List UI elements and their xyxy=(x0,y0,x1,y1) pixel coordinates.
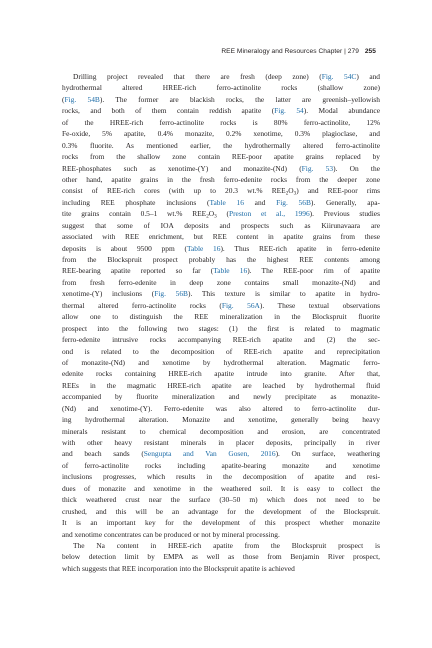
cross-reference-link[interactable]: Fig. 54C xyxy=(321,72,357,81)
cross-reference-link[interactable]: Table 16 xyxy=(209,197,244,207)
text-run: below detection limit by EMPA as well as those from Benjamin River prospect, xyxy=(62,552,380,562)
text-run: accompanied by fluorite mineralization and newly precipitate as monazite- xyxy=(62,392,380,402)
text-line xyxy=(62,403,380,414)
text-run: of the HREE-rich ferro-actinolite rocks is 80% ferro-actinolite, 12% xyxy=(62,117,380,127)
text-run: with other heavy resistant minerals in placer deposits, principally in river xyxy=(62,438,380,447)
text-run: tite grains contain 0.5–1 wt.% REE xyxy=(62,209,207,219)
text-run: from fresh ferro-edenite in deep zone contains small monazite-(Nd) and xyxy=(62,277,380,287)
text-run: rocks from the shallow zone contain REE-poor apatite grains replaced by xyxy=(62,152,380,162)
text-run: edenite rocks containing HREE-rich apatite intrude into granite. After that, xyxy=(62,369,380,379)
paragraph xyxy=(62,540,380,574)
text-line xyxy=(62,174,380,185)
text-run: ). Previous studies xyxy=(309,209,380,219)
text-run: thermal altered ferro-actinolite rocks ( xyxy=(62,300,222,310)
text-run: crushed, and this will be an advantage for the development of the Blockspruit. xyxy=(62,506,380,516)
text-line xyxy=(62,220,380,231)
text-line xyxy=(62,391,380,402)
text-line xyxy=(62,117,380,128)
subscript: 3 xyxy=(293,190,297,197)
text-run: minerals resistant to chemical decomposition and erosion, are concentrated xyxy=(62,426,380,436)
running-title: REE Mineralogy and Resources xyxy=(221,48,317,55)
text-line xyxy=(62,460,380,471)
text-run: which suggests that REE incorporation into the Blockspruit apatite is achieved xyxy=(62,563,295,573)
paragraph xyxy=(62,71,380,540)
subscript: 2 xyxy=(206,213,209,220)
text-run: ing hydrothermal alteration. Monazite and xenotime, generally being heavy xyxy=(62,415,380,425)
text-line xyxy=(62,414,380,425)
text-run: hydrothermal altered HREE-rich ferro-actinolite rocks (shallow zone) xyxy=(62,83,380,93)
text-line xyxy=(62,368,380,379)
text-line xyxy=(62,94,380,105)
text-line xyxy=(62,140,380,151)
chapter-label: Chapter | 279 xyxy=(318,48,359,55)
text-run: ). Modal abundance xyxy=(303,106,380,116)
text-line xyxy=(62,323,380,334)
text-line xyxy=(62,494,380,505)
text-line xyxy=(62,529,380,540)
cross-reference-link[interactable]: Fig. 56A xyxy=(221,300,260,310)
text-run: dues of monazite and xenotime in the weathered soil. It is easy to collect the xyxy=(62,483,380,493)
text-line xyxy=(62,300,380,311)
text-line xyxy=(62,311,380,322)
text-run: and beach sands ( xyxy=(62,449,144,459)
text-run: ( xyxy=(62,94,65,104)
text-run: ( xyxy=(216,209,229,219)
text-run: REE-bearing apatite reported so far ( xyxy=(62,266,214,276)
text-run: associated with REE enrichment, but REE content in apatite grains from these xyxy=(62,232,380,242)
text-run: ). The former are blackish rocks, the latter are greenish–yellowish xyxy=(99,94,380,104)
page-number: 255 xyxy=(364,48,376,55)
text-run: ). This texture is similar to apatite in hydro- xyxy=(188,289,381,299)
text-line xyxy=(62,105,380,116)
text-run: deposits is about 9500 ppm ( xyxy=(62,243,187,253)
text-run: O xyxy=(288,186,294,196)
text-run: ). Generally, apa- xyxy=(310,197,380,207)
text-line xyxy=(62,82,380,93)
text-line xyxy=(62,563,380,574)
text-run: ferro-edenite intrusive rocks accompanying REE-rich apatite and (2) the sec- xyxy=(62,335,380,345)
text-run: The Na content in HREE-rich apatite from the Blockspruit prospect is xyxy=(73,540,380,550)
text-line xyxy=(62,277,380,288)
text-run: ). On the xyxy=(333,163,380,173)
text-run: and xyxy=(243,197,277,207)
text-run: REEs in the magmatic HREE-rich apatite are leached by hydrothermal fluid xyxy=(62,380,380,390)
cross-reference-link[interactable]: Preston et al., 1996 xyxy=(228,209,310,219)
cross-reference-link[interactable]: Table 16 xyxy=(213,266,248,276)
text-run: ) and REE-poor rims xyxy=(296,186,380,196)
text-run: 0.3% fluorite. As mentioned earlier, the hydrothermally altered ferro-actinolite xyxy=(62,140,380,150)
text-run: (Nd) and xenotime-(Y). Ferro-edenite was also altered to ferro-actinolite dur- xyxy=(62,403,380,413)
text-run: inclusions progresses, which results in the decomposition of apatite and resi- xyxy=(62,472,380,482)
text-run: ) and xyxy=(356,72,381,81)
cross-reference-link[interactable]: Fig. 56B xyxy=(276,197,311,207)
text-run: rocks, and both of them contain reddish apatite ( xyxy=(62,106,275,116)
text-line xyxy=(62,551,380,562)
text-line xyxy=(62,288,380,299)
text-line xyxy=(62,71,380,82)
text-run: ). On surface, weathering xyxy=(275,449,380,459)
text-line xyxy=(62,151,380,162)
text-run: xenotime-(Y) inclusions ( xyxy=(62,289,155,299)
text-line xyxy=(62,540,380,551)
text-line xyxy=(62,426,380,437)
subscript: 2 xyxy=(285,190,289,197)
text-line xyxy=(62,243,380,254)
text-line xyxy=(62,128,380,139)
subscript: 3 xyxy=(214,213,217,220)
text-run: from the Blockspruit prospect probably has the highest REE contents among xyxy=(62,255,380,264)
cross-reference-link[interactable]: Fig. 56B xyxy=(154,289,188,299)
cross-reference-link[interactable]: Fig. 54B xyxy=(64,94,100,104)
text-run: of monazite-(Nd) and xenotime by hydrothermal alteration. Magmatic ferro- xyxy=(62,357,380,367)
text-run: Drilling project revealed that there are fresh (deep zone) ( xyxy=(73,72,322,81)
text-run: prospect into the following two stages: (1) the first is related to magmatic xyxy=(62,323,380,333)
cross-reference-link[interactable]: Fig. 54 xyxy=(274,106,304,116)
text-line xyxy=(62,517,380,528)
text-run: Fe-oxide, 5% apatite, 0.4% monazite, 0.2% xenotime, 0.3% plagioclase, and xyxy=(62,129,380,139)
text-line xyxy=(62,506,380,517)
text-line xyxy=(62,448,380,459)
text-line xyxy=(62,231,380,242)
text-run: O xyxy=(208,209,215,219)
text-line xyxy=(62,265,380,276)
text-run: other hand, apatite grains in the fresh ferro-edenite rocks from the deeper zone xyxy=(62,174,380,184)
text-line xyxy=(62,357,380,368)
text-line xyxy=(62,163,380,174)
text-run: It is an important key for the development of this prospect whether monazite xyxy=(62,518,380,528)
text-line xyxy=(62,197,380,208)
text-run: ). The REE-poor rim of apatite xyxy=(247,266,380,276)
text-line xyxy=(62,380,380,391)
text-run: including REE phosphate inclusions ( xyxy=(62,197,210,207)
body-text xyxy=(62,71,380,574)
running-header xyxy=(0,48,376,55)
text-line xyxy=(62,334,380,345)
text-run: suggest that some of IOA deposits and prospects such as Kiirunavaara are xyxy=(62,220,380,230)
text-run: ). These textual observations xyxy=(259,300,380,310)
text-run: and xenotime concentrates can be produced or not by mineral processing. xyxy=(62,529,280,539)
text-line xyxy=(62,437,380,448)
text-run: of ferro-actinolite rocks including apatite-bearing monazite and xenotime xyxy=(62,460,380,470)
text-run: ). Thus REE-rich apatite in ferro-edenite xyxy=(220,243,380,253)
cross-reference-link[interactable]: Table 16 xyxy=(186,243,221,253)
text-run: consist of REE-rich cores (with up to 20.3 wt.% REE xyxy=(62,186,286,196)
text-line xyxy=(62,471,380,482)
cross-reference-link[interactable]: Sengupta and Van Gosen, 2016 xyxy=(143,449,276,459)
text-run: ond is related to the decomposition of REE-rich apatite and reprecipitation xyxy=(62,346,380,356)
text-line xyxy=(62,208,380,219)
text-line xyxy=(62,483,380,494)
text-line xyxy=(62,254,380,265)
cross-reference-link[interactable]: Fig. 53 xyxy=(301,163,334,173)
text-run: allow one to distinguish the REE mineralization in the Blockspruit fluorite xyxy=(62,312,380,322)
text-run: REE-phosphates such as xenotime-(Y) and monazite-(Nd) ( xyxy=(62,163,302,173)
text-line xyxy=(62,185,380,196)
text-run: thick weathered crust near the surface (30–50 m) which does not need to be xyxy=(62,495,380,505)
text-line xyxy=(62,346,380,357)
